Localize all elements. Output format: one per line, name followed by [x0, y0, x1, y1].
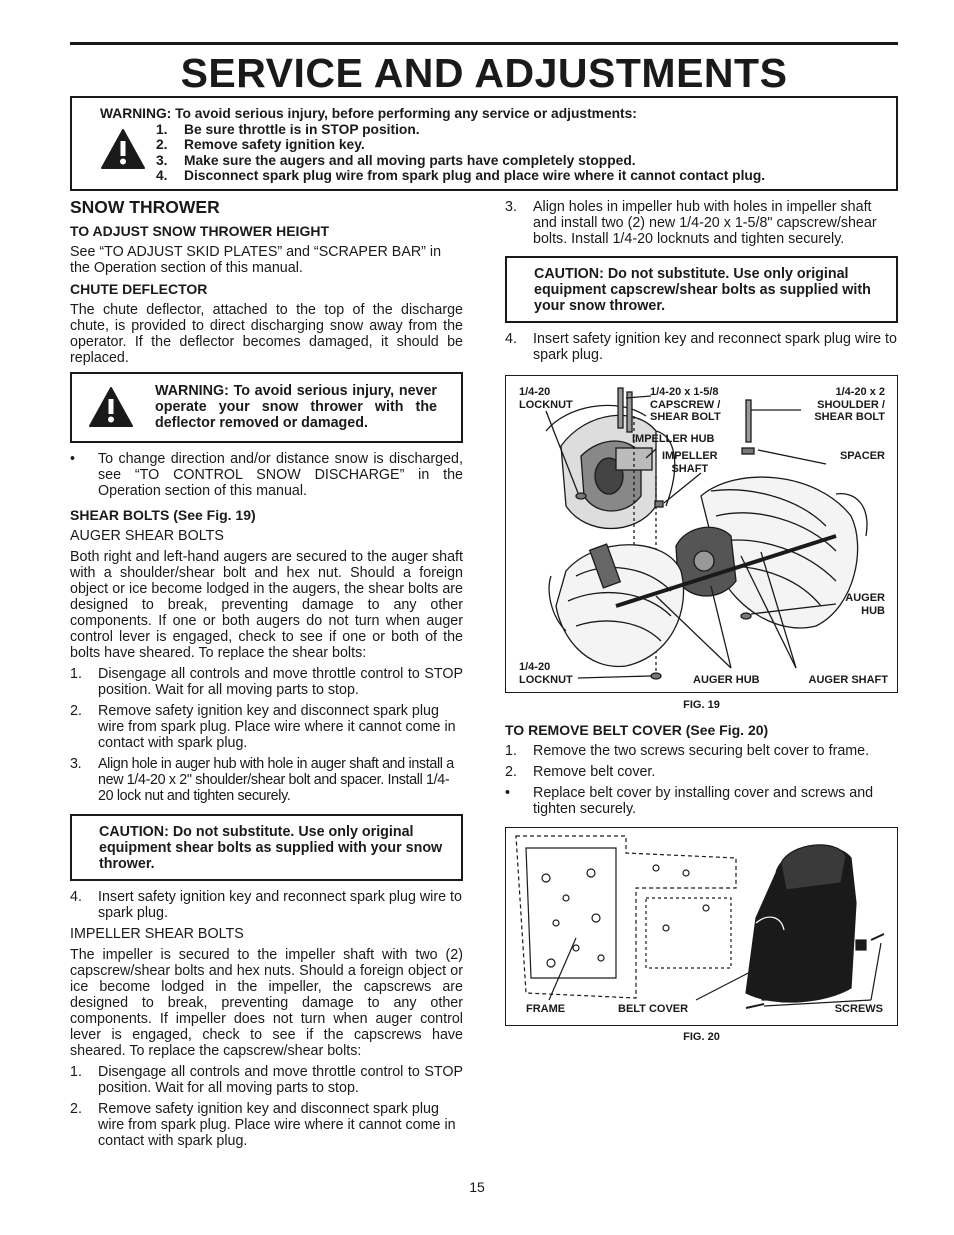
list-item — [156, 137, 765, 152]
auger-shear-text: Both right and left-hand augers are secured to the auger shaft with a shoulder/shear bolt and hex nut. Should a foreign object or ice become lodged in the augers, the shear bolts are designed to break, preventing damage to any other components. If one or both augers do not turn when auger control lever is engaged, check to see if one or both of the bolts have sheared. To replace the shear bolts: — [70, 549, 463, 661]
list-item — [70, 756, 463, 804]
item-number: • — [505, 785, 511, 801]
list-item — [156, 153, 765, 168]
fig20-caption: FIG. 20 — [683, 1031, 720, 1043]
list-item — [70, 1101, 463, 1149]
item-number: 1. — [70, 666, 82, 682]
list-item — [505, 764, 898, 780]
chute-bullet — [70, 451, 463, 499]
item-text: Remove safety ignition key and disconnect spark plug wire from spark plug. Place wire where it cannot come in contact with spark plug. — [98, 703, 456, 751]
list-item — [70, 666, 463, 698]
fig19-illustration — [505, 375, 898, 693]
belt-cover-drawing — [506, 828, 897, 1025]
item-text: Align holes in impeller hub with holes in impeller shaft and install two (2) new 1/4-20 x 1-5/8" capscrew/shear bolts. Install 1/4-20 locknuts and tighten securely. — [533, 199, 877, 247]
heading-shear-bolts: SHEAR BOLTS (See Fig. 19) — [70, 507, 256, 523]
left-column — [70, 196, 463, 1154]
list-item — [70, 703, 463, 751]
top-warning-box — [70, 96, 898, 191]
item-number: 2. — [505, 764, 517, 780]
label-impeller-shaft: IMPELLER SHAFT — [662, 450, 718, 475]
label-capscrew: 1/4-20 x 1-5/8 CAPSCREW / SHEAR BOLT — [650, 386, 721, 423]
label-screws: SCREWS — [834, 1003, 883, 1015]
label-auger-hub: AUGER HUB — [693, 674, 760, 686]
item-text: Remove belt cover. — [533, 764, 656, 780]
auger-caution-text: CAUTION: Do not substitute. Use only original equipment shear bolts as supplied with your snow thrower. — [99, 824, 443, 872]
fig20-illustration — [505, 827, 898, 1026]
section-title-snow-thrower: SNOW THROWER — [70, 197, 220, 217]
item-text: Align hole in auger hub with hole in auger shaft and install a new 1/4-20 x 2" shoulder/shear bolt and spacer. Install 1/4-20 lock nut and tighten securely. — [98, 756, 454, 804]
list-item — [156, 168, 765, 183]
chute-warning-box — [70, 372, 463, 443]
item-text: Insert safety ignition key and reconnect spark plug wire to spark plug. — [98, 889, 462, 921]
right-column — [505, 199, 898, 1044]
item-text: Replace belt cover by installing cover and screws and tighten securely. — [533, 785, 874, 817]
height-text: See “TO ADJUST SKID PLATES” and “SCRAPER BAR” in the Operation section of this manual. — [70, 244, 442, 276]
header-rule — [70, 42, 898, 45]
chute-warning-text: WARNING: To avoid serious injury, never operate your snow thrower with the deflector removed or damaged. — [155, 383, 437, 431]
item-text: Make sure the augers and all moving parts have completely stopped. — [184, 152, 636, 168]
auger-caution-box — [70, 814, 463, 881]
warning-triangle-icon — [100, 128, 146, 170]
item-number: 2. — [70, 703, 82, 719]
page-title: SERVICE AND ADJUSTMENTS — [180, 50, 788, 96]
heading-remove-belt-cover: TO REMOVE BELT COVER (See Fig. 20) — [505, 722, 769, 738]
item-number: 4. — [505, 331, 517, 347]
item-number: 4. — [156, 168, 168, 184]
item-number: 3. — [70, 756, 82, 772]
impeller-caution-box — [505, 256, 898, 323]
item-text: Remove the two screws securing belt cover to frame. — [533, 743, 870, 759]
label-belt-cover: BELT COVER — [618, 1003, 689, 1015]
list-item — [156, 122, 765, 137]
item-text: Disengage all controls and move throttle control to STOP position. Wait for all moving parts to stop. — [98, 666, 463, 698]
item-text: Remove safety ignition key. — [184, 137, 365, 153]
item-number: 2. — [156, 137, 168, 153]
warning-triangle-icon — [88, 386, 134, 428]
list-item — [505, 199, 898, 247]
list-item — [505, 785, 898, 817]
heading-chute-deflector: CHUTE DEFLECTOR — [70, 281, 208, 297]
list-item — [505, 331, 898, 363]
top-warning-heading: WARNING: To avoid serious injury, before performing any service or adjustments: — [100, 106, 637, 121]
auger-shear-subheading: AUGER SHEAR BOLTS — [70, 528, 224, 544]
bullet-text: To change direction and/or distance snow is discharged, see “TO CONTROL SNOW DISCHARGE” in the Operation section of this manual. — [98, 451, 463, 499]
top-warning-list — [156, 122, 765, 184]
item-number: 1. — [505, 743, 517, 759]
heading-adjust-height: TO ADJUST SNOW THROWER HEIGHT — [70, 223, 329, 239]
item-number: 1. — [70, 1064, 82, 1080]
label-shoulder-bolt: 1/4-20 x 2 SHOULDER / SHEAR BOLT — [814, 386, 885, 423]
label-spacer: SPACER — [839, 450, 885, 462]
chute-text: The chute deflector, attached to the top of the discharge chute, is provided to direct discharging snow away from the operator. If the deflector becomes damaged, it should be replaced. — [70, 302, 463, 366]
bullet-dot: • — [70, 451, 76, 467]
item-text: Disconnect spark plug wire from spark plug and place wire where it cannot contact plug. — [184, 168, 766, 184]
fig19-caption: FIG. 19 — [683, 699, 720, 711]
label-locknut-bottom: 1/4-20 LOCKNUT — [519, 661, 573, 686]
list-item — [70, 1064, 463, 1096]
item-number: 3. — [505, 199, 517, 215]
impeller-caution-text: CAUTION: Do not substitute. Use only original equipment capscrew/shear bolts as supplied with your snow thrower. — [534, 266, 871, 314]
item-number: 4. — [70, 889, 82, 905]
label-locknut-top: 1/4-20 LOCKNUT — [519, 386, 573, 411]
item-text: Disengage all controls and move throttle control to STOP position. Wait for all moving parts to stop. — [98, 1064, 463, 1096]
impeller-shear-text: The impeller is secured to the impeller shaft with two (2) capscrew/shear bolts and hex nuts. Should a foreign object or ice become lodged in the impeller, the capscrews are designed to break, preventing damage to any other components. If impeller does not turn when auger control lever is engaged, check to see if the capscrews have sheared. To replace the capscrew/shear bolts: — [70, 947, 463, 1059]
page-number: 15 — [469, 1179, 485, 1195]
item-text: Remove safety ignition key and disconnect spark plug wire from spark plug. Place wire where it cannot come in contact with spark plug. — [98, 1101, 456, 1149]
item-text: Insert safety ignition key and reconnect spark plug wire to spark plug. — [533, 331, 897, 363]
label-frame: FRAME — [526, 1003, 566, 1015]
item-number: 3. — [156, 152, 168, 168]
list-item — [70, 889, 463, 921]
item-number: 1. — [156, 122, 168, 137]
impeller-shear-subheading: IMPELLER SHEAR BOLTS — [70, 926, 244, 942]
label-auger-hub-right: AUGER HUB — [845, 592, 885, 617]
label-auger-shaft: AUGER SHAFT — [808, 674, 888, 686]
item-text: Be sure throttle is in STOP position. — [184, 122, 420, 137]
label-impeller-hub: IMPELLER HUB — [632, 433, 715, 445]
list-item — [505, 743, 898, 759]
item-number: 2. — [70, 1101, 82, 1117]
